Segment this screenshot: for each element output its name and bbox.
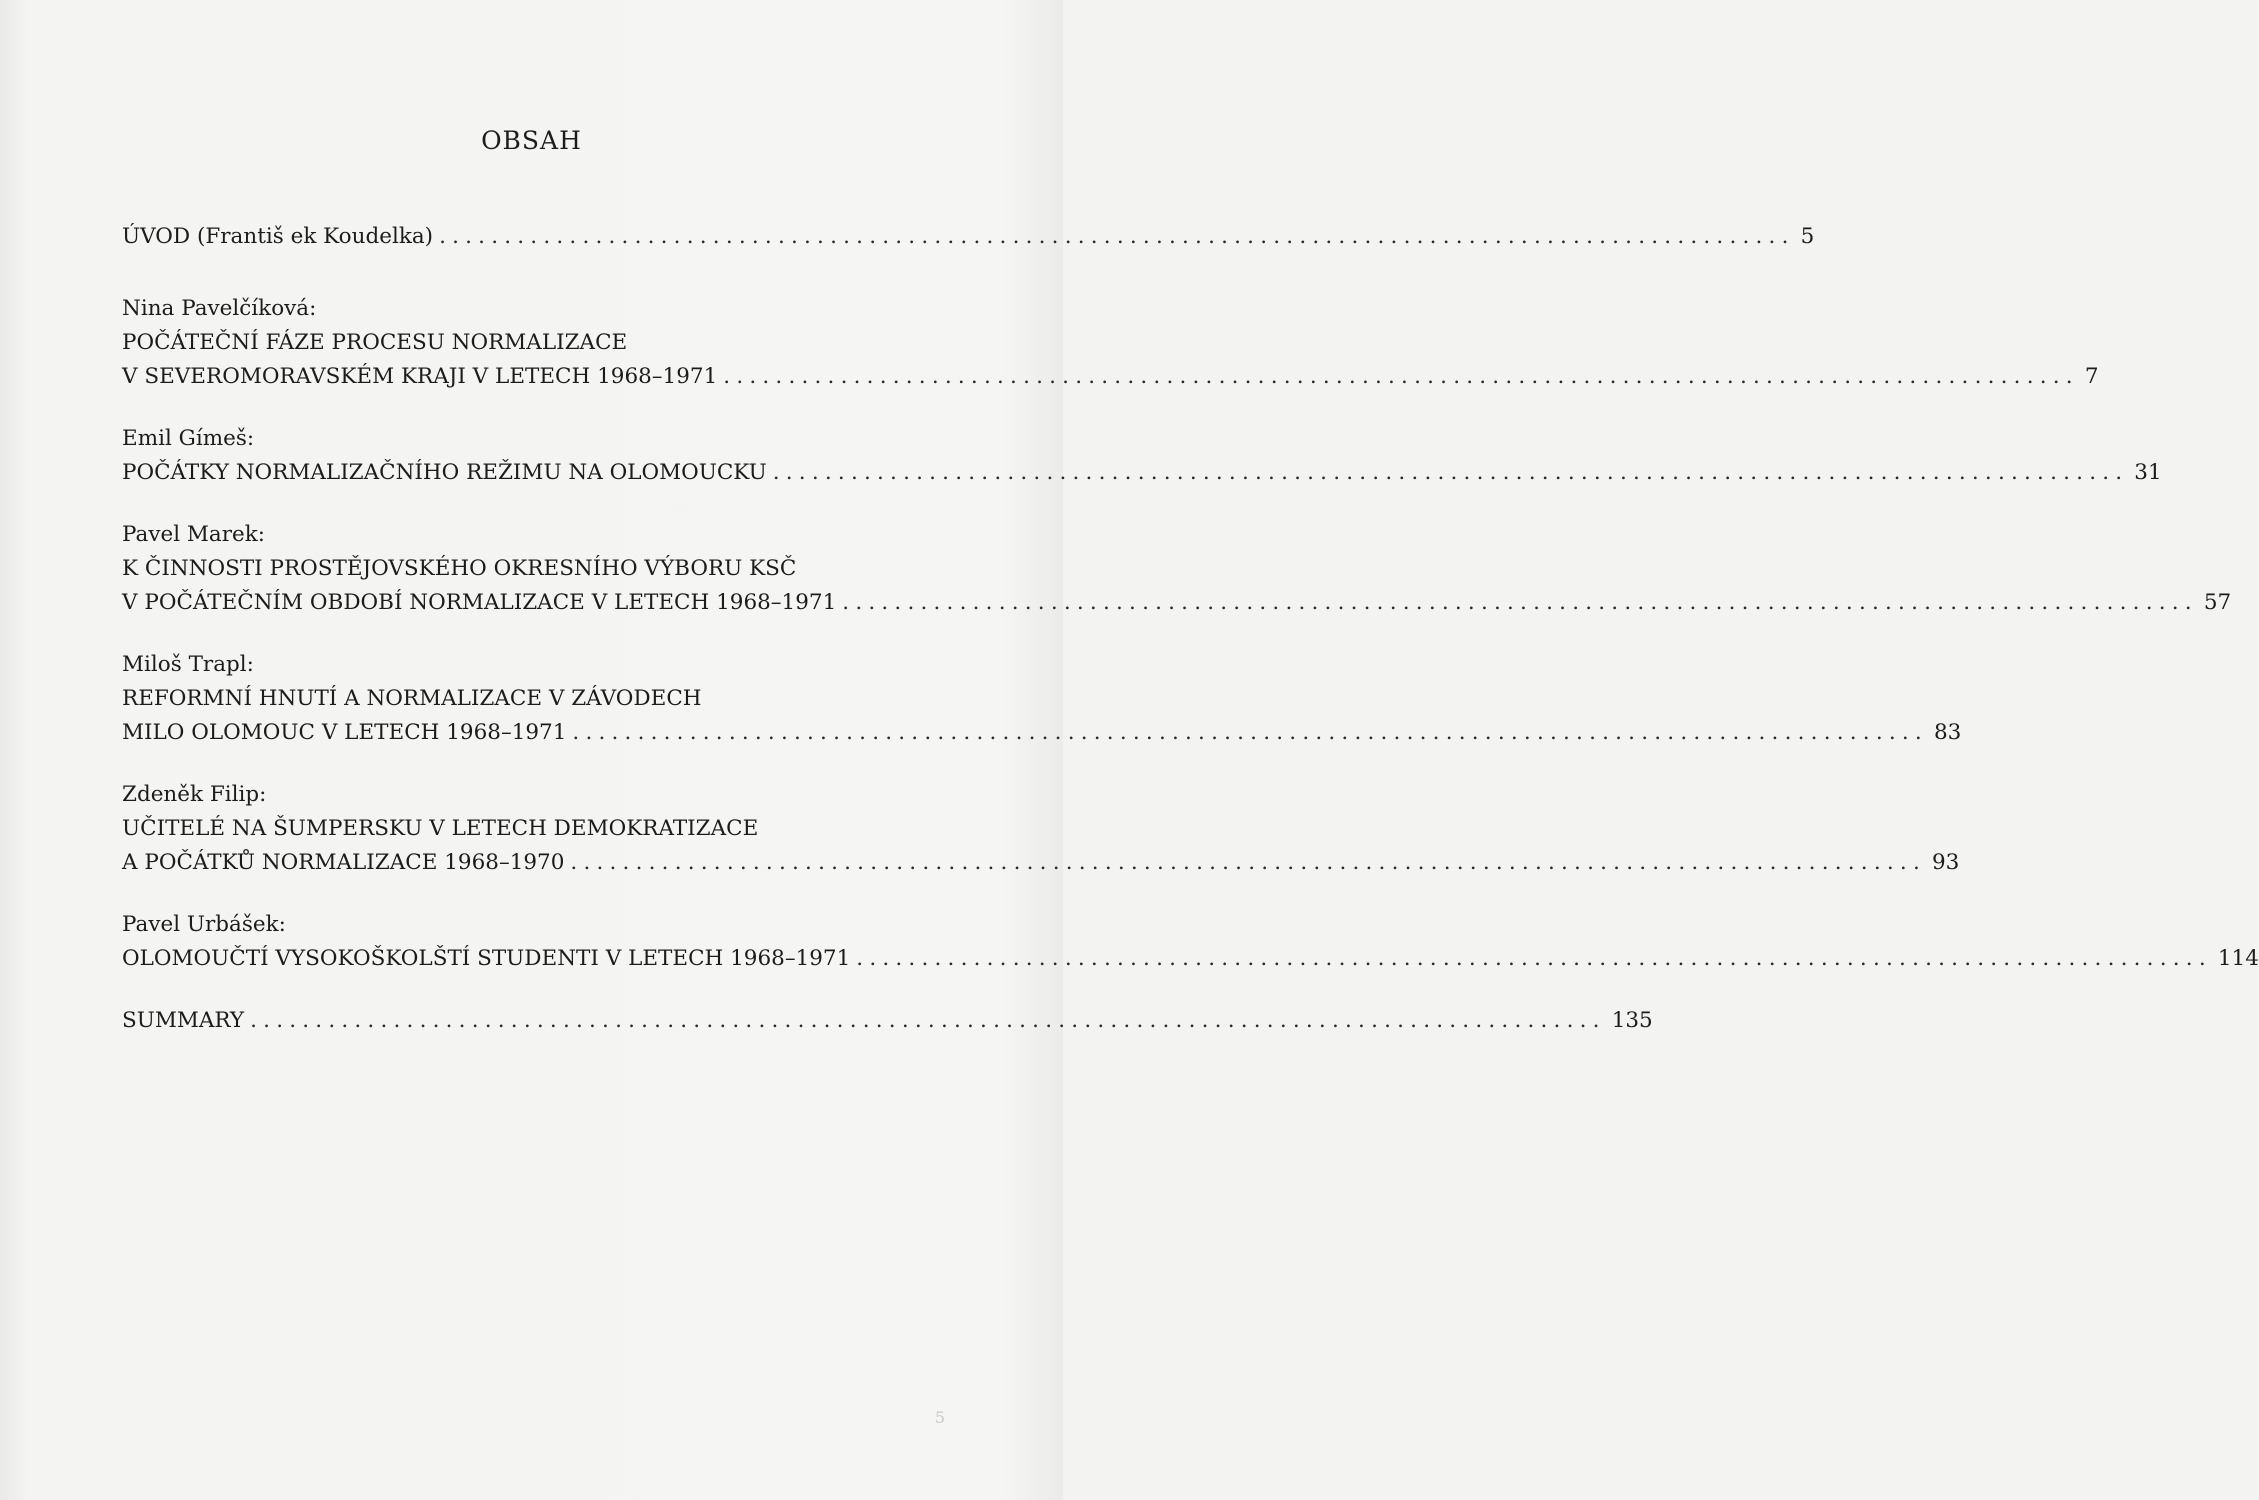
toc-page-number: 135	[1611, 1008, 1653, 1033]
folio-page-number: 5	[934, 1408, 945, 1427]
toc-page-number: 31	[2134, 460, 2162, 485]
dot-leader: ........................................................................................................	[572, 720, 1928, 745]
toc-title-line	[122, 716, 1962, 750]
table-of-contents	[122, 220, 2259, 1066]
toc-author: Zdeněk Filip:	[122, 782, 267, 807]
toc-page-number: 83	[1933, 720, 1962, 745]
toc-title-line	[122, 456, 2162, 490]
toc-entry	[122, 220, 1815, 254]
toc-title: POČÁTKY NORMALIZAČNÍHO REŽIMU NA OLOMOUCKU	[122, 460, 767, 485]
toc-author: Miloš Trapl:	[122, 652, 254, 677]
toc-title: V POČÁTEČNÍM OBDOBÍ NORMALIZACE V LETECH 1968–1971	[122, 590, 837, 615]
dot-leader: ........................................................................................................	[842, 590, 2198, 615]
dot-leader: ........................................................................................................	[439, 224, 1795, 249]
toc-title-line	[122, 682, 960, 716]
toc-title-line	[122, 360, 2099, 394]
toc-entry	[122, 778, 1960, 880]
toc-entry	[122, 292, 2099, 394]
toc-entry	[122, 908, 2259, 976]
toc-title: OLOMOUČTÍ VYSOKOŠKOLŠTÍ STUDENTI V LETECH 1968–1971	[122, 946, 851, 971]
toc-entry	[122, 648, 1962, 750]
toc-title: UČITELÉ NA ŠUMPERSKU V LETECH DEMOKRATIZACE	[122, 816, 759, 841]
toc-author: Pavel Marek:	[122, 522, 266, 547]
toc-title-line	[122, 552, 960, 586]
toc-title-line	[122, 1004, 1653, 1038]
toc-author: Pavel Urbášek:	[122, 912, 286, 937]
toc-title-line	[122, 846, 1960, 880]
toc-title: ÚVOD (Františ ek Koudelka)	[122, 224, 434, 249]
dot-leader: ........................................................................................................	[250, 1008, 1606, 1033]
toc-title: MILO OLOMOUC V LETECH 1968–1971	[122, 720, 567, 745]
toc-entry	[122, 518, 2232, 620]
toc-title-line	[122, 220, 1815, 254]
toc-author: Nina Pavelčíková:	[122, 296, 317, 321]
toc-page-number: 5	[1800, 224, 1815, 249]
dot-leader: ........................................................................................................	[772, 460, 2129, 485]
toc-page-number: 93	[1931, 850, 1960, 875]
toc-page-number: 7	[2084, 364, 2099, 389]
toc-title: A POČÁTKŮ NORMALIZACE 1968–1970	[122, 850, 565, 875]
dot-leader: ........................................................................................................	[856, 946, 2212, 971]
toc-title: REFORMNÍ HNUTÍ A NORMALIZACE V ZÁVODECH	[122, 686, 702, 711]
dot-leader: ........................................................................................................	[570, 850, 1926, 875]
toc-author: Emil Gímeš:	[122, 426, 255, 451]
toc-title-line	[122, 812, 960, 846]
toc-title-line	[122, 326, 960, 360]
toc-page-number: 114	[2217, 946, 2259, 971]
toc-title: SUMMARY	[122, 1008, 245, 1033]
toc-entry	[122, 422, 2162, 490]
page-title: OBSAH	[481, 126, 582, 155]
dot-leader: ........................................................................................................	[723, 364, 2079, 389]
toc-title: K ČINNOSTI PROSTĚJOVSKÉHO OKRESNÍHO VÝBORU KSČ	[122, 556, 797, 581]
toc-title: V SEVEROMORAVSKÉM KRAJI V LETECH 1968–1971	[122, 364, 718, 389]
toc-page-number: 57	[2203, 590, 2232, 615]
toc-title-line	[122, 586, 2232, 620]
toc-entry	[122, 1004, 1653, 1038]
toc-title-line	[122, 942, 2259, 976]
toc-title: POČÁTEČNÍ FÁZE PROCESU NORMALIZACE	[122, 330, 628, 355]
